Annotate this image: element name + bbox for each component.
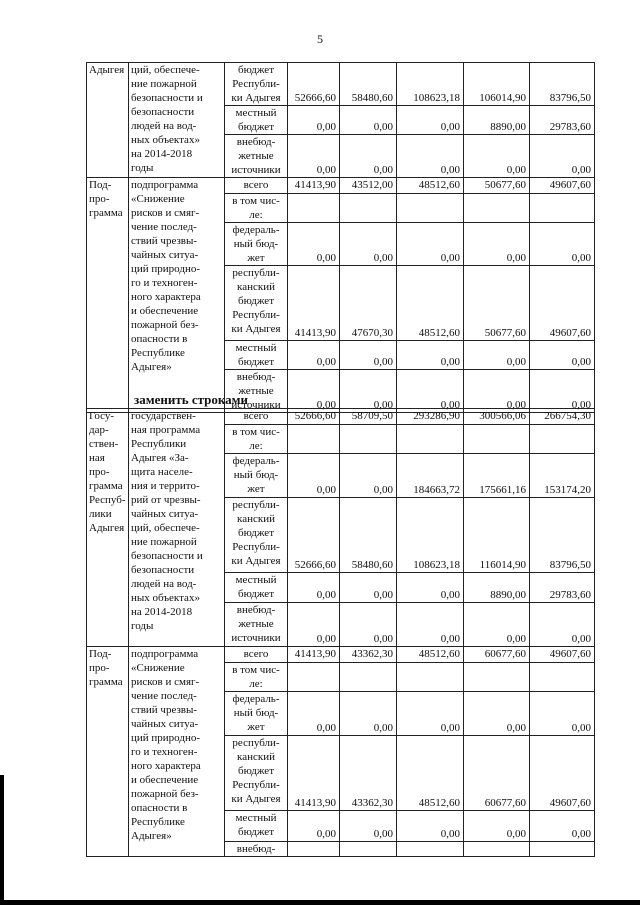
funding-source: в том чис- ле: bbox=[225, 194, 288, 223]
amount-cell bbox=[340, 842, 397, 857]
amount-cell: 116014,90 bbox=[464, 498, 530, 573]
program-description: подпрограмма «Снижение рисков и смяг- чение послед- ствий чрезвы- чайных ситуа- ций природно- го и техноген- ного характера и обеспечение пожарной без- опасности в Республике Адыгея» bbox=[129, 647, 225, 857]
funding-source: местный бюджет bbox=[225, 341, 288, 370]
amount-cell: 0,00 bbox=[530, 370, 595, 413]
funding-source: федераль- ный бюд- жет bbox=[225, 454, 288, 498]
amount-cell: 50677,60 bbox=[464, 266, 530, 341]
amount-cell: 8890,00 bbox=[464, 106, 530, 135]
amount-cell: 0,00 bbox=[464, 341, 530, 370]
funding-source: внебюд- жетные источники bbox=[225, 370, 288, 413]
funding-source: внебюд- bbox=[225, 842, 288, 857]
amount-cell: 0,00 bbox=[397, 811, 464, 842]
amount-cell: 48512,60 bbox=[397, 736, 464, 811]
amount-cell: 52666,60 bbox=[288, 63, 340, 106]
amount-cell: 0,00 bbox=[464, 370, 530, 413]
amount-cell: 0,00 bbox=[340, 341, 397, 370]
amount-cell: 0,00 bbox=[397, 341, 464, 370]
amount-cell: 0,00 bbox=[340, 573, 397, 603]
amount-cell: 0,00 bbox=[397, 370, 464, 413]
funding-source: в том чис- ле: bbox=[225, 425, 288, 454]
funding-source: всего bbox=[225, 409, 288, 425]
amount-cell: 0,00 bbox=[288, 603, 340, 647]
amount-cell: 0,00 bbox=[397, 135, 464, 178]
funding-source: федераль- ный бюд- жет bbox=[225, 223, 288, 266]
amount-cell: 58709,50 bbox=[340, 409, 397, 425]
amount-cell: 0,00 bbox=[340, 106, 397, 135]
amount-cell: 41413,90 bbox=[288, 178, 340, 194]
amount-cell: 0,00 bbox=[288, 223, 340, 266]
amount-cell: 266754,30 bbox=[530, 409, 595, 425]
amount-cell: 58480,60 bbox=[340, 498, 397, 573]
amount-cell: 0,00 bbox=[530, 135, 595, 178]
amount-cell: 29783,60 bbox=[530, 573, 595, 603]
amount-cell: 52666,60 bbox=[288, 498, 340, 573]
amount-cell: 83796,50 bbox=[530, 63, 595, 106]
funding-source: всего bbox=[225, 178, 288, 194]
amount-cell: 0,00 bbox=[288, 341, 340, 370]
funding-source: местный бюджет bbox=[225, 573, 288, 603]
amount-cell bbox=[288, 663, 340, 692]
amount-cell: 0,00 bbox=[288, 454, 340, 498]
amount-cell: 0,00 bbox=[530, 692, 595, 736]
amount-cell bbox=[464, 663, 530, 692]
amount-cell: 0,00 bbox=[288, 106, 340, 135]
amount-cell: 0,00 bbox=[530, 811, 595, 842]
amount-cell: 0,00 bbox=[340, 223, 397, 266]
amount-cell: 60677,60 bbox=[464, 647, 530, 663]
amount-cell: 0,00 bbox=[464, 811, 530, 842]
amount-cell: 0,00 bbox=[340, 811, 397, 842]
amount-cell: 0,00 bbox=[530, 341, 595, 370]
amount-cell: 0,00 bbox=[397, 603, 464, 647]
amount-cell: 49607,60 bbox=[530, 736, 595, 811]
funding-source: республи- канский бюджет Республи- ки Адыгея bbox=[225, 498, 288, 573]
scan-edge-left bbox=[0, 775, 4, 905]
amount-cell: 0,00 bbox=[397, 692, 464, 736]
table-row bbox=[87, 178, 595, 194]
amount-cell bbox=[530, 425, 595, 454]
amount-cell: 108623,18 bbox=[397, 63, 464, 106]
table-row bbox=[87, 409, 595, 425]
amount-cell bbox=[464, 842, 530, 857]
scan-edge-bottom bbox=[0, 900, 640, 905]
amount-cell bbox=[288, 194, 340, 223]
amount-cell bbox=[288, 842, 340, 857]
amount-cell: 0,00 bbox=[397, 106, 464, 135]
amount-cell: 48512,60 bbox=[397, 647, 464, 663]
row-group-name: Под- про- грамма bbox=[87, 178, 129, 413]
budget-table-bottom bbox=[86, 408, 595, 857]
funding-source: внебюд- жетные источники bbox=[225, 603, 288, 647]
amount-cell bbox=[464, 194, 530, 223]
amount-cell: 41413,90 bbox=[288, 266, 340, 341]
amount-cell bbox=[464, 425, 530, 454]
funding-source: республи- канский бюджет Республи- ки Адыгея bbox=[225, 736, 288, 811]
amount-cell: 0,00 bbox=[288, 811, 340, 842]
row-group-name: Адыгея bbox=[87, 63, 129, 178]
amount-cell: 0,00 bbox=[464, 692, 530, 736]
budget-table-top bbox=[86, 62, 595, 413]
program-description: подпрограмма «Снижение рисков и смяг- чение послед- ствий чрезвы- чайных ситуа- ций природно- го и техноген- ного характера и обеспечение пожарной без- опасности в Республике Адыгея» bbox=[129, 178, 225, 413]
amount-cell: 0,00 bbox=[340, 135, 397, 178]
amount-cell: 50677,60 bbox=[464, 178, 530, 194]
amount-cell: 58480,60 bbox=[340, 63, 397, 106]
amount-cell: 108623,18 bbox=[397, 498, 464, 573]
amount-cell bbox=[397, 194, 464, 223]
page-number: 5 bbox=[317, 32, 323, 46]
amount-cell: 49607,60 bbox=[530, 266, 595, 341]
amount-cell: 0,00 bbox=[530, 223, 595, 266]
amount-cell: 0,00 bbox=[288, 135, 340, 178]
amount-cell: 49607,60 bbox=[530, 178, 595, 194]
row-group-name: Госу- дар- ствен- ная про- грамма Респуб- лики Адыгея bbox=[87, 409, 129, 647]
funding-source: республи- канский бюджет Республи- ки Адыгея bbox=[225, 266, 288, 341]
amount-cell: 41413,90 bbox=[288, 736, 340, 811]
funding-source: местный бюджет bbox=[225, 811, 288, 842]
amount-cell bbox=[340, 663, 397, 692]
program-description: государствен- ная программа Республики Адыгея «За- щита населе- ния и террито- рий от чрезвы- чайных ситуа- ций, обеспече- ние пожарной безопасности и безопасности людей на вод- ных объектах» на 2014-2018 годы bbox=[129, 409, 225, 647]
amount-cell: 0,00 bbox=[464, 223, 530, 266]
amount-cell: 83796,50 bbox=[530, 498, 595, 573]
table-row bbox=[87, 647, 595, 663]
amount-cell: 52666,60 bbox=[288, 409, 340, 425]
amount-cell: 106014,90 bbox=[464, 63, 530, 106]
amount-cell bbox=[340, 194, 397, 223]
amount-cell: 0,00 bbox=[340, 603, 397, 647]
amount-cell bbox=[340, 425, 397, 454]
amount-cell: 29783,60 bbox=[530, 106, 595, 135]
amount-cell bbox=[530, 842, 595, 857]
amount-cell: 41413,90 bbox=[288, 647, 340, 663]
amount-cell bbox=[530, 663, 595, 692]
amount-cell: 153174,20 bbox=[530, 454, 595, 498]
amount-cell bbox=[530, 194, 595, 223]
amount-cell: 43362,30 bbox=[340, 736, 397, 811]
amount-cell: 49607,60 bbox=[530, 647, 595, 663]
amount-cell bbox=[288, 425, 340, 454]
amount-cell: 0,00 bbox=[397, 573, 464, 603]
funding-source: всего bbox=[225, 647, 288, 663]
row-group-name: Под- про- грамма bbox=[87, 647, 129, 857]
funding-source: федераль- ный бюд- жет bbox=[225, 692, 288, 736]
amount-cell: 8890,00 bbox=[464, 573, 530, 603]
amount-cell: 0,00 bbox=[464, 603, 530, 647]
amount-cell: 43512,00 bbox=[340, 178, 397, 194]
amount-cell: 0,00 bbox=[530, 603, 595, 647]
replace-instruction: заменить строками bbox=[134, 392, 249, 407]
amount-cell: 0,00 bbox=[340, 370, 397, 413]
amount-cell: 48512,60 bbox=[397, 178, 464, 194]
amount-cell: 0,00 bbox=[288, 370, 340, 413]
amount-cell: 43362,30 bbox=[340, 647, 397, 663]
program-description: ций, обеспече- ние пожарной безопасности и безопасности людей на вод- ных объектах» на 2014-2018 годы bbox=[129, 63, 225, 178]
funding-source: в том чис- ле: bbox=[225, 663, 288, 692]
amount-cell: 184663,72 bbox=[397, 454, 464, 498]
amount-cell: 293286,90 bbox=[397, 409, 464, 425]
amount-cell bbox=[397, 425, 464, 454]
amount-cell: 0,00 bbox=[288, 692, 340, 736]
amount-cell: 0,00 bbox=[464, 135, 530, 178]
funding-source: бюджет Республи- ки Адыгея bbox=[225, 63, 288, 106]
amount-cell: 0,00 bbox=[288, 573, 340, 603]
amount-cell: 0,00 bbox=[397, 223, 464, 266]
amount-cell: 47670,30 bbox=[340, 266, 397, 341]
amount-cell: 48512,60 bbox=[397, 266, 464, 341]
funding-source: местный бюджет bbox=[225, 106, 288, 135]
amount-cell bbox=[397, 663, 464, 692]
amount-cell: 0,00 bbox=[340, 692, 397, 736]
funding-source: внебюд- жетные источники bbox=[225, 135, 288, 178]
amount-cell: 175661,16 bbox=[464, 454, 530, 498]
amount-cell: 60677,60 bbox=[464, 736, 530, 811]
amount-cell: 0,00 bbox=[340, 454, 397, 498]
amount-cell bbox=[397, 842, 464, 857]
table-row bbox=[87, 63, 595, 106]
amount-cell: 300566,06 bbox=[464, 409, 530, 425]
